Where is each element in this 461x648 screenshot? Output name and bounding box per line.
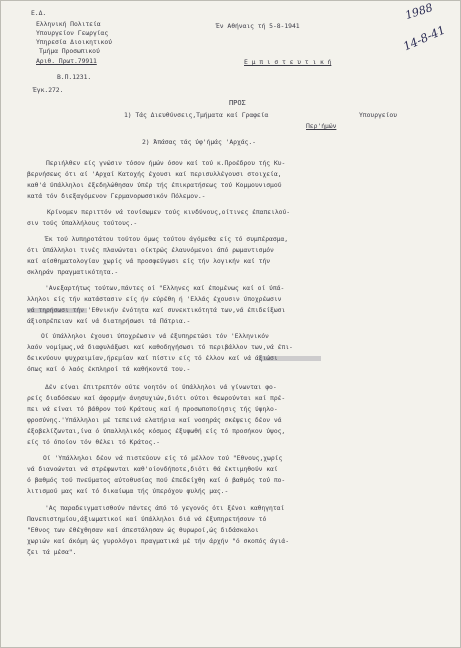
body-line: Δέν είναι έπιτρεπτόν ούτε νοητόν οί ύπάλληλοι νά γίνωνται φο-: [45, 383, 277, 391]
place-date: Έν Αθήναις τή 5-8-1941: [216, 22, 300, 30]
body-line: βερνήσεως ότι αί 'Αρχαί Κατοχής έχουσι καί περισυλλέγουσι στοιχεία,: [27, 170, 282, 178]
body-line: κατά τόν διεξαγόμενον Γερμανορωσσικόν Πόλεμον.-: [27, 192, 206, 200]
body-line: άξιοπρέπειαν καί νά διατηρήσωσι τά Πάτρια.-: [27, 317, 191, 325]
body-line: λαόν νομίμως,νά διαφυλάξωσι καί καθοδηγήσωσι τό περιβάλλον των,νά έπι-: [27, 343, 293, 351]
body-line: Οί 'Υπάλληλοι δέον νά πιστεύουν είς τό μέλλον τού "Εθνους,χωρίς: [43, 454, 283, 462]
body-line: όπως καί ό λαός έκπληροί τά καθήκοντά του.-: [27, 365, 191, 373]
body-line: 'Ανεξαρτήτως τούτων,πάντες οί "Ελληνες καί έπομένως καί οί ύπά-: [45, 284, 285, 292]
classification-mark: Ε μ π ι σ τ ε υ τ ι κ ή: [244, 58, 332, 66]
body-line: σιν τούς ύπαλλήλους τούτους.-: [27, 219, 138, 227]
body-line: ότι ύπάλληλοι τινές πλανώνται οίκτρώς έλαυνόμενοι άπό ρωμαντισμόν: [27, 246, 274, 254]
body-line: πει νά είναι τό βάθρον τού Κράτους καί ή προσωποποίησις τής ύψηλο-: [27, 405, 278, 413]
body-line: φροσύνης.'Υπάλληλοι μέ τεπεινά ελατήρια καί νοσηράς σκέψεις δέον νά: [27, 416, 282, 424]
letterhead-state: Ελληνική Πολιτεία: [36, 20, 101, 28]
letterhead-ministry: Υπουργείον Γεωργίας: [36, 29, 109, 37]
body-line: ζει τά μέσα".: [27, 548, 77, 556]
recipient-line-1-tail: Υπουργείου: [359, 111, 397, 119]
body-line: καί αίσθηματολογίαν χωρίς νά προσφεύγωσι είς τήν λογικήν καί τήν: [27, 257, 271, 265]
recipients-heading: ΠΡΟΣ: [229, 99, 246, 107]
handwritten-number: 1988: [403, 0, 435, 23]
letterhead-service: Υπηρεσία Διοικητικού: [36, 38, 112, 46]
letterhead-reference: Β.Π.1231.: [57, 73, 92, 81]
body-line: ό βαθμός τού πνεύματος αύτοθυσίας πού έπεδείχθη καί ό βαθμός τού πο-: [27, 476, 286, 484]
body-line: Κρίνομεν περιττόν νά τονίσωμεν τούς κινδύνους,οίτινες έπαπειλού-: [47, 208, 291, 216]
letterhead-protocol: Αριθ. Πρωτ.79911: [36, 57, 97, 65]
letterhead-initials: Ε.Δ.: [31, 9, 47, 17]
body-line: 'Ας παραδειγματισθούν πάντες άπό τό γεγονός ότι ξένοι καθηγηταί: [45, 504, 285, 512]
body-line: έξοβελίζωνται,ίνα ό ύπαλληλικός κόσμος έξυψωθή είς τό προσήκον ύψος,: [27, 427, 286, 435]
body-line: λιτισμού μας καί τό δικαίωμα τής ύπερόχου φυλής μας.-: [27, 487, 229, 495]
overstrike-mark: [27, 308, 87, 313]
body-line: σκληράν πραγματικότητα.-: [27, 268, 119, 276]
overstrike-mark: [259, 356, 321, 361]
body-line: είς τό όποίον τόν θέλει τό Κράτος.-: [27, 438, 160, 446]
body-line: Περιήλθεν είς γνώσιν τόσον ήμών όσον καί τού κ.Προέδρου τής Κυ-: [46, 159, 286, 167]
body-line: ρείς διαδόσεων καί άφορμήν άνησυχιών,διότι ούτοι θεωρούνται καί πρέ-: [27, 394, 286, 402]
recipient-line-1: 1) Τάς Διευθύνσεις,Τμήματα καί Γραφεία: [124, 111, 269, 119]
body-line: Οί ύπάλληλοι έχουσι ύποχρέωσιν νά έξυπηρετώσι τόν 'Ελληνικόν: [41, 332, 269, 340]
handwritten-date: 14-8-41: [401, 22, 448, 54]
body-line: λληλοι είς τήν κατάστασιν είς ήν εύρέθη ή 'Ελλάς έχουσιν ύποχρέωσιν: [27, 295, 282, 303]
body-line: καθ'ά ύπάλληλοι έξεδηλώθησαν ύπέρ τής έπικρατήσεως τού Κομμουνισμού: [27, 181, 282, 189]
body-line: χωριών καί άκόμη ώς γυρολόγοι πραγματικά μέ τήν άρχήν "ό σκοπός άγιά-: [27, 537, 290, 545]
body-line: νά διανοώνται νά στρέφωνται καθ'οίονδήποτε,διότι θά έκτιμηθούν καί: [27, 465, 278, 473]
body-line: δεικνύουν ψυχραιμίαν,ήρεμίαν καί πίστιν είς τό έλλον καί νά άξιώσι: [27, 354, 278, 362]
letterhead-section: Τμήμα Προσωπικού: [39, 47, 100, 55]
recipient-line-3: 2) Άπάσας τάς ύφ'ήμάς 'Αρχάς.-: [142, 138, 256, 146]
body-line: Έκ τού λυπηροτάτου τούτου όμως τούτου άγόμεθα είς τό συμπέρασμα,: [45, 235, 289, 243]
letterhead-registry: Έγκ.272.: [33, 86, 64, 94]
recipient-line-2: Περ'ήμών: [306, 122, 337, 130]
body-line: Πανεπιστημίου,άξιωματικοί καί ύπάλληλοι διά νά έξυπηρετήσουν τό: [27, 515, 267, 523]
body-line: νά τηρήσωσι τήν 'Εθνικήν ένότητα καί συνεκτικότητά των,νά έπιδείξωσι: [27, 306, 286, 314]
body-line: "Εθνος των έθέχθησαν καί άπεστάλησαν ώς θυρωροί,ώς διδάσκαλοι: [27, 526, 259, 534]
